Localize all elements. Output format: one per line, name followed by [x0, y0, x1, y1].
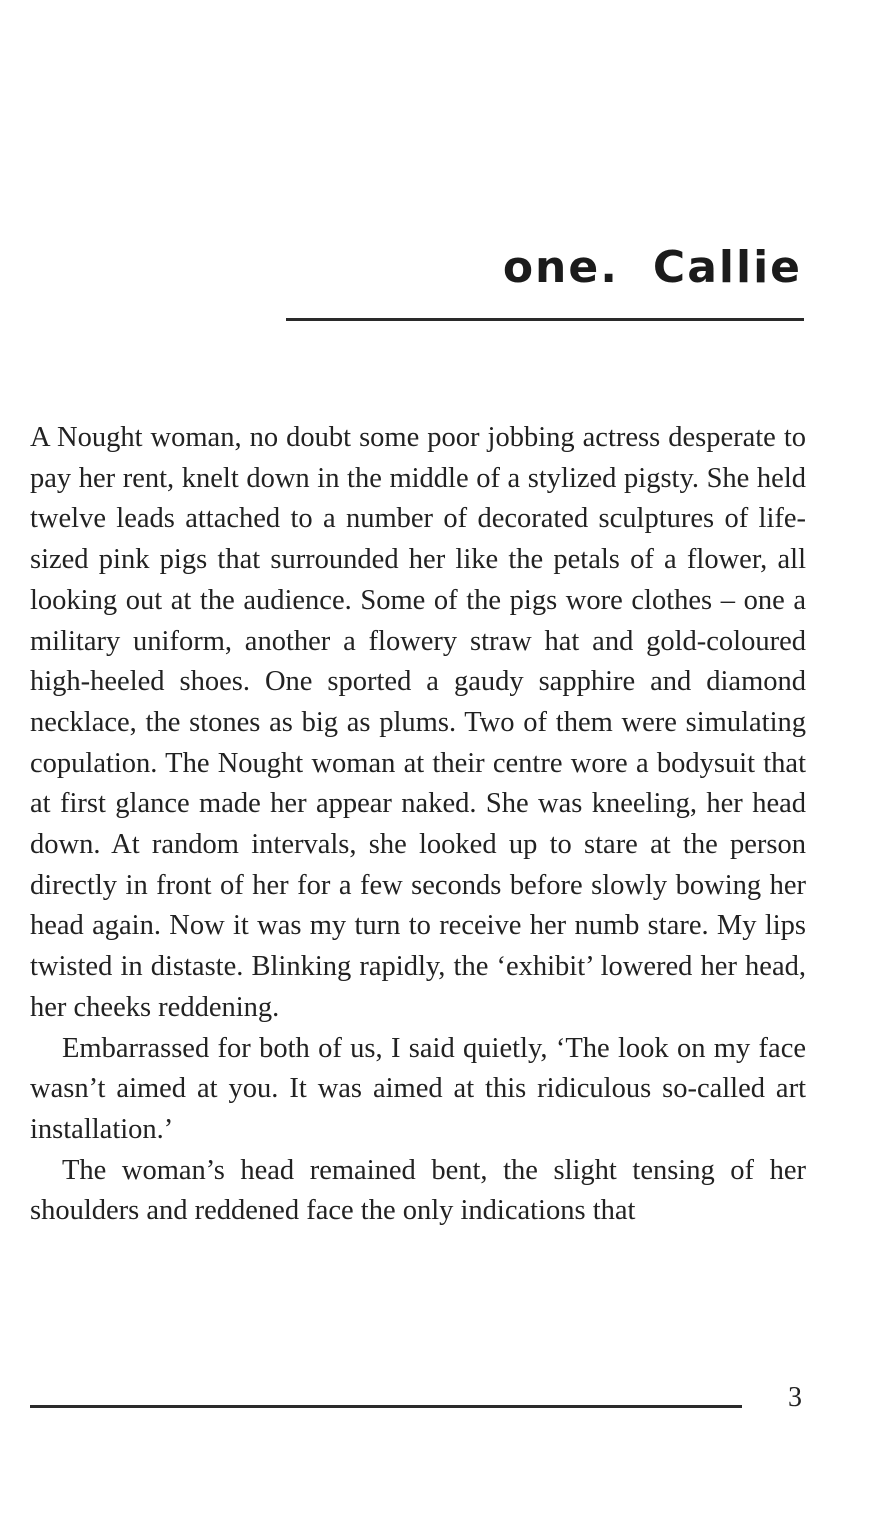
- paragraph: A Nought woman, no doubt some poor jobbing actress desperate to pay her rent, knelt down in the middle of a stylized pigsty. She held twelve leads attached to a number of decorated sculptures of life-sized pink pigs that surrounded her like the petals of a flower, all looking out at the audience. Some of the pigs wore clothes – one a military uniform, another a flowery straw hat and gold-coloured high-heeled shoes. One sported a gaudy sapphire and diamond necklace, the stones as big as plums. Two of them were simulating copulation. The Nought woman at their centre wore a bodysuit that at first glance made her appear naked. She was kneeling, her head down. At random intervals, she looked up to stare at the person directly in front of her for a few seconds before slowly bowing her head again. Now it was my turn to receive her numb stare. My lips twisted in distaste. Blinking rapidly, the ‘exhibit’ lowered her head, her cheeks reddening.: [30, 422, 806, 1023]
- chapter-number: one.: [502, 242, 619, 293]
- footer-rule: [30, 1405, 742, 1408]
- paragraph: Embarrassed for both of us, I said quietly, ‘The look on my face wasn’t aimed at you. It was aimed at this ridiculous so-called art installation.’: [30, 1032, 806, 1145]
- heading-rule: [286, 318, 804, 321]
- paragraph: The woman’s head remained bent, the slight tensing of her shoulders and reddened face the only indications that: [30, 1154, 806, 1227]
- page-number: 3: [788, 1382, 802, 1413]
- chapter-heading: [503, 238, 802, 298]
- body-text: [30, 418, 806, 1232]
- chapter-title: Callie: [652, 242, 802, 293]
